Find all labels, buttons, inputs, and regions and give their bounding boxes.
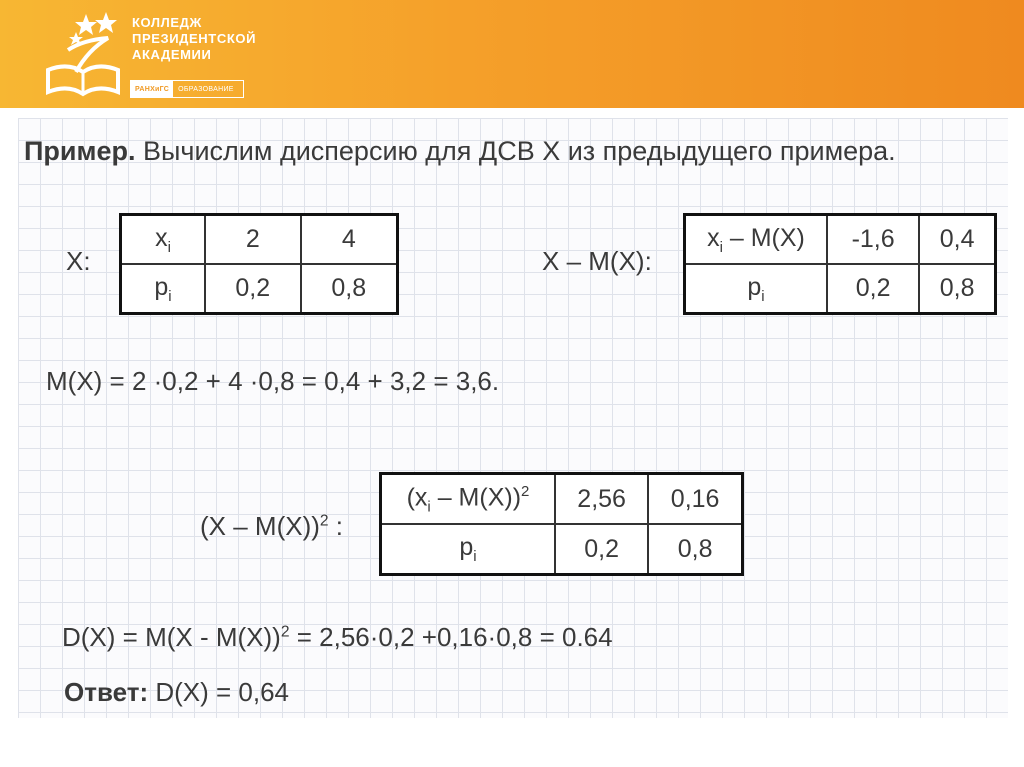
ranepa-tag-right: ОБРАЗОВАНИЕ (178, 85, 234, 93)
table-head-cell: $x_i - M(X)$ (685, 215, 828, 265)
table-row (685, 264, 996, 314)
table3-label: (X – M(X))$^2$ : (200, 511, 344, 541)
college-name (132, 15, 256, 63)
table-head-cell: $p_i$ (381, 524, 556, 574)
table-head-cell: $x_i$ (121, 215, 206, 265)
table2-label: X – M(X): (542, 246, 652, 276)
answer-line (64, 677, 289, 708)
example-title (24, 136, 896, 167)
answer-label: Ответ: (64, 677, 149, 707)
title-rest: Вычислим дисперсию для ДСВ X из предыдущего примера. (135, 136, 896, 166)
distribution-table-x (119, 213, 399, 315)
answer-value: D(X) = 0,64 (148, 677, 290, 707)
logo-line-2: ПРЕЗИДЕНТСКОЙ (132, 31, 257, 46)
table-head-cell: $p_i$ (121, 264, 206, 314)
ranepa-tag-left: РАНХиГС (131, 81, 173, 97)
mean-formula: M(X) = 2 ·0,2 + 4 ·0,8 = 0,4 + 3,2 = 3,6. (46, 366, 500, 396)
table-cell: 0,2 (555, 524, 648, 574)
logo-line-1: КОЛЛЕДЖ (132, 15, 202, 30)
table-cell: 0,2 (827, 264, 919, 314)
table-row (381, 474, 743, 525)
ranepa-tag (130, 80, 244, 98)
table-cell: 0,8 (301, 264, 398, 314)
deviation-table (683, 213, 997, 315)
title-bold: Пример. (24, 136, 136, 166)
table-head-cell: $(x_i - M(X))^2$ (381, 474, 556, 525)
table-row (121, 215, 398, 265)
table-head-cell: $p_i$ (685, 264, 828, 314)
header-banner (0, 0, 1024, 108)
table-cell: 0,4 (919, 215, 995, 265)
table-row (381, 524, 743, 574)
table-cell: 0,16 (648, 474, 742, 525)
variance-formula: D(X) = M(X - M(X))$^2$ = 2,56·0,2 +0,16·0,8 = 0.64 (62, 622, 613, 652)
table-cell: 0,2 (205, 264, 301, 314)
table1-label: X: (66, 246, 91, 276)
table-cell: 2 (205, 215, 301, 265)
table-cell: 0,8 (648, 524, 742, 574)
table-cell: 0,8 (919, 264, 995, 314)
table-cell: 4 (301, 215, 398, 265)
squared-deviation-table (379, 472, 744, 576)
table-cell: 2,56 (555, 474, 648, 525)
logo-line-3: АКАДЕМИИ (132, 47, 212, 62)
table-row (121, 264, 398, 314)
table-row (685, 215, 996, 265)
table-cell: -1,6 (827, 215, 919, 265)
college-logo-icon (38, 10, 128, 98)
